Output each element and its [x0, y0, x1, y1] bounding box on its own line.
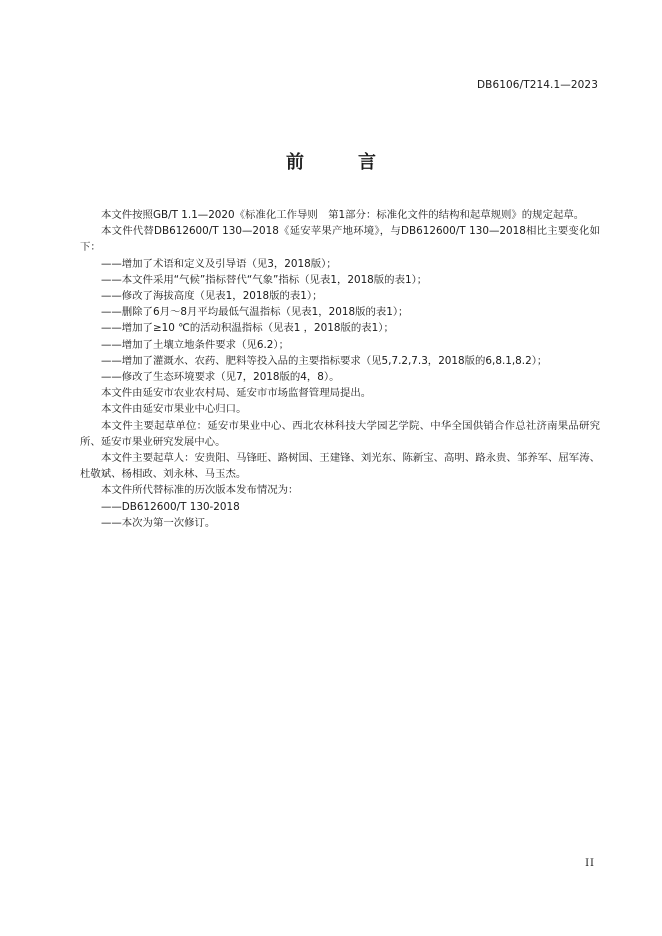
paragraph-drafting-units: 本文件主要起草单位：延安市果业中心、西北农林科技大学园艺学院、中华全国供销合作总社济南果品研究所、延安市果业研究发展中心。 — [80, 419, 600, 448]
list-item: ——增加了土壤立地条件要求（见6.2）； — [101, 338, 289, 351]
paragraph-history-intro: 本文件所代替标准的历次版本发布情况为： — [101, 484, 299, 497]
history-list — [80, 499, 600, 531]
standard-code: DB6106/T214.1—2023 — [476, 79, 598, 91]
changes-list — [80, 256, 600, 386]
paragraph-drafting-basis: 本文件按照GB/T 1.1—2020《标准化工作导则 第1部分：标准化文件的结构和起草规则》的规定起草。 — [101, 209, 585, 221]
paragraph-proposer: 本文件由延安市农业农村局、延安市市场监督管理局提出。 — [101, 387, 372, 400]
page-number: II — [585, 858, 595, 869]
list-item: ——本次为第一次修订。 — [101, 516, 216, 529]
paragraph-drafters: 本文件主要起草人：安贵阳、马锋旺、路树国、王建锋、刘光东、陈新宝、高明、路永贵、邹养军、屈军涛、杜敬斌、杨相政、刘永林、马玉杰。 — [80, 452, 600, 481]
list-item: ——修改了海拔高度（见表1，2018版的表1）； — [101, 290, 323, 303]
list-item: ——增加了≥10 ℃的活动积温指标（见表1 ，2018版的表1）； — [101, 322, 394, 335]
list-item: ——增加了术语和定义及引导语（见3，2018版）； — [101, 257, 337, 270]
list-item: ——修改了生态环境要求（见7，2018版的4，8）。 — [101, 371, 340, 384]
list-item: ——增加了灌溉水、农药、肥料等投入品的主要指标要求（见5,7.2,7.3，2018版的6,8.1,8.2）； — [101, 354, 548, 367]
foreword-body — [80, 207, 600, 531]
page-title: 前 言 — [286, 152, 394, 173]
list-item: ——删除了6月～8月平均最低气温指标（见表1，2018版的表1）； — [101, 306, 409, 319]
list-item: ——DB612600/T 130-2018 — [101, 500, 240, 513]
paragraph-administrator: 本文件由延安市果业中心归口。 — [101, 403, 247, 416]
list-item: ——本文件采用“气候”指标替代“气象”指标（见表1，2018版的表1）； — [101, 273, 428, 286]
paragraph-replacement: 本文件代替DB612600/T 130—2018《延安苹果产地环境》，与DB612600/T 130—2018相比主要变化如下： — [80, 225, 600, 254]
